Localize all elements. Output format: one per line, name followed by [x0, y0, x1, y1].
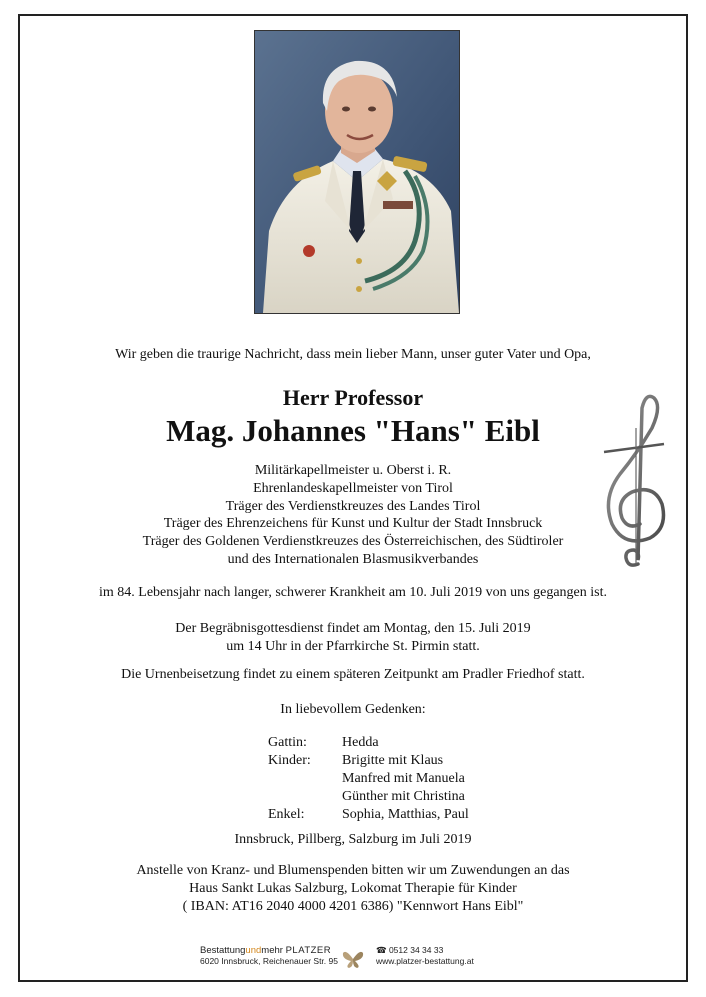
family-row: [268, 806, 469, 824]
family-role: [268, 788, 342, 806]
title-honorific: Herr Professor: [282, 385, 424, 410]
family-row: [268, 752, 469, 770]
brand-mehr: mehr: [261, 945, 286, 956]
treble-clef-icon: [598, 388, 672, 574]
brand-prefix: Bestattung: [200, 945, 246, 956]
donation-line: Anstelle von Kranz- und Blumenspenden bitten wir um Zuwendungen an das: [136, 863, 570, 878]
honor-line: Ehrenlandeskapellmeister von Tirol: [253, 480, 453, 496]
family-name: Brigitte mit Klaus: [342, 753, 444, 768]
family-name: Sophia, Matthias, Paul: [342, 807, 469, 822]
honor-line: Träger des Ehrenzeichens für Kunst und Kultur der Stadt Innsbruck: [163, 516, 543, 532]
brand-name: PLATZER: [285, 945, 332, 956]
place-date: Innsbruck, Pillberg, Salzburg im Juli 2019: [234, 832, 472, 847]
family-name: Günther mit Christina: [342, 789, 465, 804]
honor-line: Träger des Goldenen Verdienstkreuzes des Österreichischen, des Südtiroler: [142, 534, 564, 550]
donation-line: Haus Sankt Lukas Salzburg, Lokomat Therapie für Kinder: [189, 881, 517, 896]
family-name: Hedda: [342, 735, 379, 750]
family-role: Gattin:: [268, 735, 307, 750]
family-role: [268, 770, 342, 788]
donation-request: [18, 862, 688, 916]
phone-icon: ☎: [376, 945, 389, 955]
funeral-home-website: www.platzer-bestattung.at: [376, 956, 474, 966]
funeral-home-phone: 0512 34 34 33: [388, 945, 444, 955]
family-role: Kinder:: [268, 753, 311, 768]
family-row: [268, 770, 469, 788]
brand-und: und: [245, 945, 262, 956]
deceased-name: Mag. Johannes "Hans" Eibl: [166, 413, 540, 448]
honor-line: und des Internationalen Blasmusikverbandes: [227, 551, 479, 567]
family-list: [268, 734, 469, 824]
memory-heading: In liebevollem Gedenken:: [280, 702, 426, 717]
family-name: Manfred mit Manuela: [342, 771, 465, 786]
donation-line: ( IBAN: AT16 2040 4000 4201 6386) "Kennwort Hans Eibl": [182, 899, 524, 914]
funeral-home-address: 6020 Innsbruck, Reichenauer Str. 95: [200, 956, 338, 966]
honor-line: Militärkapellmeister u. Oberst i. R.: [254, 463, 452, 478]
urn-info: Die Urnenbeisetzung findet zu einem späteren Zeitpunkt am Pradler Friedhof statt.: [121, 667, 585, 682]
honor-line: Träger des Verdienstkreuzes des Landes Tirol: [225, 498, 481, 514]
family-row: [268, 734, 469, 752]
family-role: Enkel:: [268, 807, 305, 822]
intro-text: Wir geben die traurige Nachricht, dass mein lieber Mann, unser guter Vater und Opa,: [115, 347, 591, 362]
funeral-home-contact: [376, 945, 474, 967]
butterfly-logo-icon: [342, 949, 364, 969]
funeral-home-info: [200, 945, 338, 967]
funeral-home-footer: [200, 945, 490, 975]
funeral-line: Der Begräbnisgottesdienst findet am Montag, den 15. Juli 2019: [175, 621, 531, 636]
death-notice-line: im 84. Lebensjahr nach langer, schwerer Krankheit am 10. Juli 2019 von uns gegangen ist.: [99, 585, 607, 600]
funeral-home-brand: [200, 945, 338, 956]
family-row: [268, 788, 469, 806]
portrait-photo: [254, 30, 460, 314]
funeral-info: [18, 620, 688, 656]
funeral-line: um 14 Uhr in der Pfarrkirche St. Pirmin statt.: [226, 639, 480, 654]
honors-list: [18, 462, 688, 569]
